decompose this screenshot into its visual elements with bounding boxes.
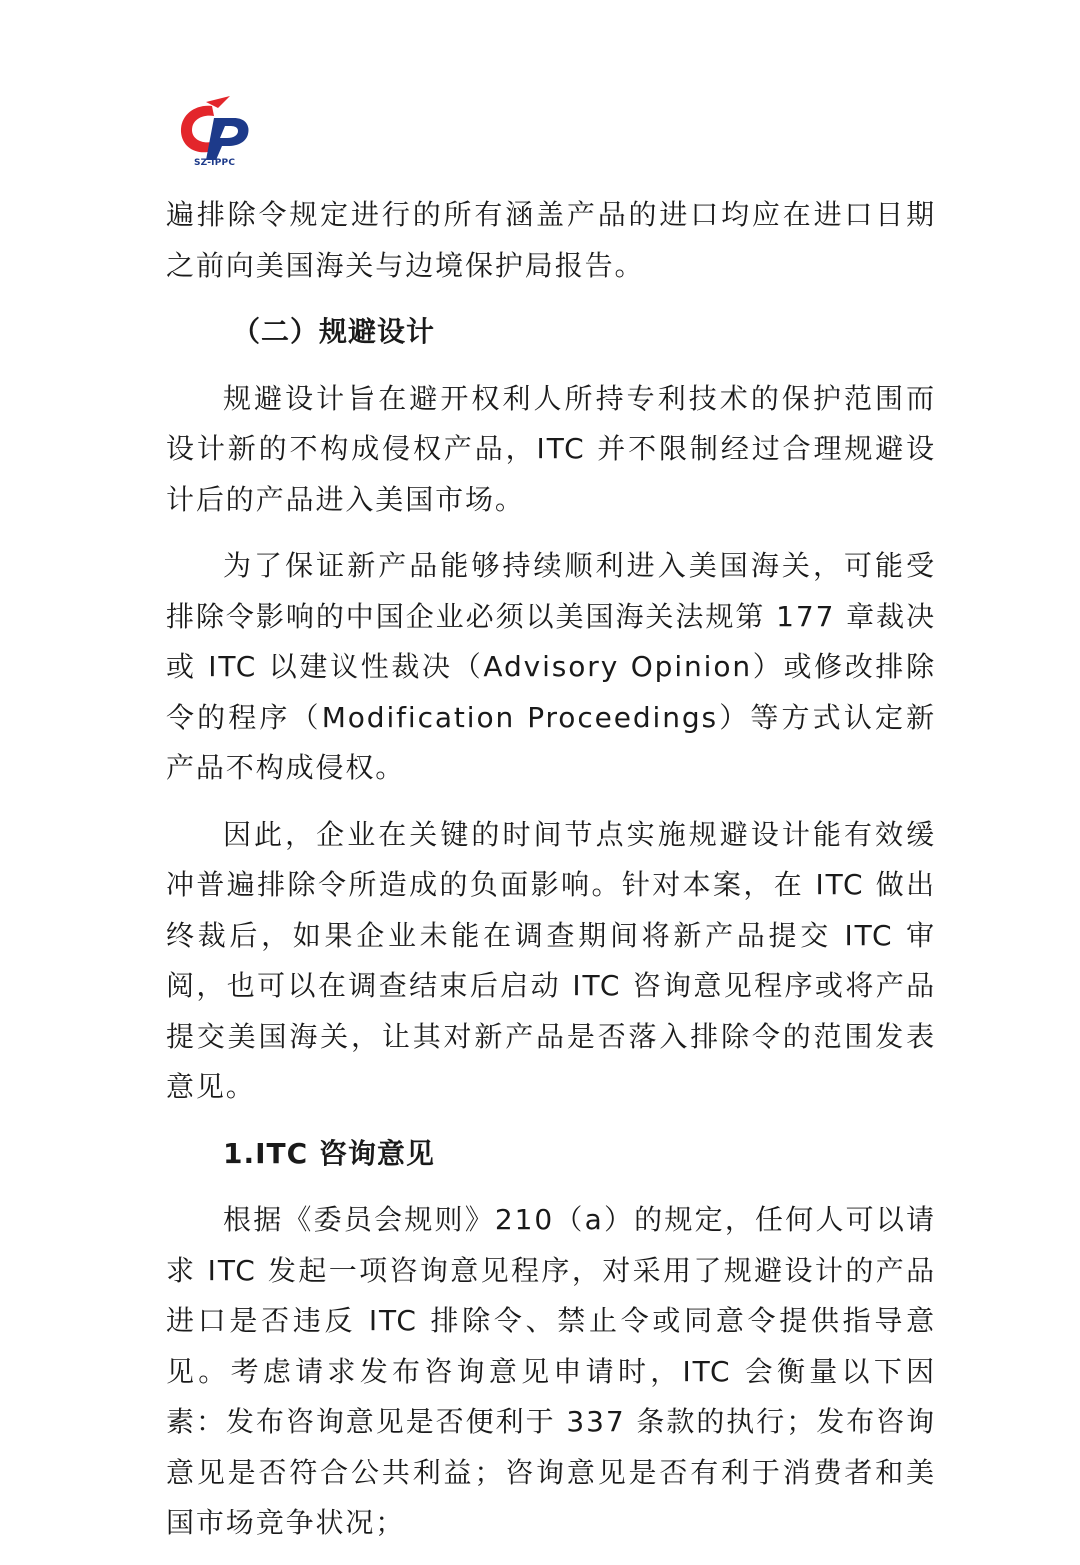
- paragraph-timing: 因此，企业在关键的时间节点实施规避设计能有效缓冲普遍排除令所造成的负面影响。针对本案，在 ITC 做出终裁后，如果企业未能在调查期间将新产品提交 ITC 审阅，也可以在调查结束后启动 ITC 咨询意见程序或将产品提交美国海关，让其对新产品是否落入排除令的范围发表意见。: [166, 817, 936, 1103]
- document-body: [166, 190, 936, 1565]
- paragraph-circumvention-intro: 规避设计旨在避开权利人所持专利技术的保护范围而设计新的不构成侵权产品，ITC 并不限制经过合理规避设计后的产品进入美国市场。: [166, 381, 936, 516]
- paragraph-customs-entry: 为了保证新产品能够持续顺利进入美国海关，可能受排除令影响的中国企业必须以美国海关法规第 177 章裁决或 ITC 以建议性裁决（Advisory Opinion）或修改排除令的程序（Modification Proceedings）等方式认定新产品不构成侵权。: [166, 549, 936, 784]
- paragraph-commission-rules: 根据《委员会规则》210（a）的规定，任何人可以请求 ITC 发起一项咨询意见程序，对采用了规避设计的产品进口是否违反 ITC 排除令、禁止令或同意令提供指导意见。考虑请求发布咨询意见申请时，ITC 会衡量以下因素：发布咨询意见是否便利于 337 条款的执行；发布咨询意见是否符合公共利益；咨询意见是否有利于消费者和美国市场竞争状况；: [166, 1203, 936, 1539]
- section-heading-circumvention-design: （二）规避设计: [232, 315, 436, 348]
- logo-text: SZ-IPPC: [194, 158, 236, 168]
- paragraph-continuation: 遍排除令规定进行的所有涵盖产品的进口均应在进口日期之前向美国海关与边境保护局报告。: [166, 198, 936, 282]
- sz-ippc-logo: [172, 96, 254, 174]
- subsection-heading-itc-advisory: 1.ITC 咨询意见: [223, 1136, 435, 1170]
